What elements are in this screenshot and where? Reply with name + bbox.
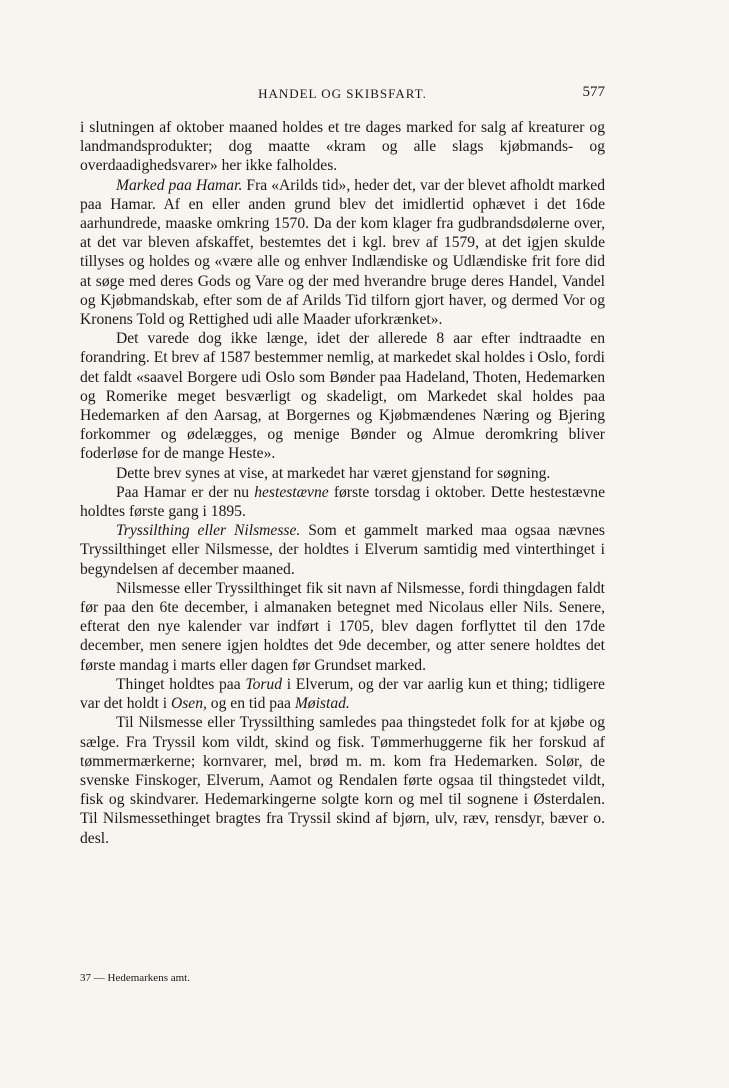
running-header	[80, 80, 605, 104]
paragraph	[80, 521, 605, 579]
printer-signature: 37 — Hedemarkens amt.	[80, 972, 190, 984]
italic-run: hestestævne	[254, 483, 329, 501]
italic-run: Osen,	[170, 695, 207, 713]
text-run: Fra «Arilds tid», heder det, var der blevet afholdt marked paa Hamar. Af en eller anden grund blev det imidlertid ophævet i det 16de aarhundrede, maaske omkring 1570. Da der kom klager fra gudbrandsdølerne over, at det var bleven afskaffet, bestemtes det i kgl. brev af 1579, at det igjen skulde tillyses og holdes og «være alle og enhver Indlændiske og Udlændiske frit fore did at søge med deres Gods og Vare og der med hverandre bruge deres Handel, Vandel og Kjøbmandskab, efter som de af Arilds Tid tilforn gjort haver, og dermed Vor og Kronens Told og Rettighed udi alle Maader uforkrænket».	[80, 176, 605, 329]
paragraph	[80, 579, 605, 675]
paragraph	[80, 675, 605, 713]
paragraph	[80, 329, 605, 463]
paragraph	[80, 176, 605, 330]
text-run: i Elverum, og der var aarlig kun et thing; tidligere var det holdt i	[80, 675, 605, 713]
page-number: 577	[582, 84, 605, 100]
text-run: i slutningen af oktober maaned holdes et tre dages marked for salg af kreaturer og landmandsprodukter; dog maatte «kram og alle slags kjøbmands- og overdaadighedsvarer» her ikke falholdes.	[80, 119, 605, 175]
body-text	[80, 118, 605, 848]
text-run: første torsdag i oktober. Dette hestestævne holdtes første gang i 1895.	[80, 483, 605, 521]
paragraph	[80, 118, 605, 176]
text-run: Thinget holdtes paa	[116, 675, 246, 693]
text-run: og en tid paa	[206, 695, 295, 713]
text-run: Til Nilsmesse eller Tryssilthing samledes paa thingstedet folk for at kjøbe og sælge. Fra Tryssil kom vildt, skind og fisk. Tømmerhuggerne fik her forskud af tømmermærkerne; kornvarer, mel, brød m. m. kom fra Hedemarken. Solør, de svenske Finskoger, Elverum, Aamot og Rendalen førte ogsaa til thingstedet vildt, fisk og skindvarer. Hedemarkingerne solgte korn og mel til sognene i Østerdalen. Til Nilsmessethinget bragtes fra Tryssil skind af bjørn, ulv, ræv, rensdyr, bæver o. desl.	[80, 714, 605, 847]
paragraph	[80, 464, 605, 483]
text-run: Det varede dog ikke længe, idet der allerede 8 aar efter indtraadte en forandring. Et brev af 1587 bestemmer nemlig, at markedet skal holdes i Oslo, fordi det faldt «saavel Borgere udi Oslo som Bønder paa Hadeland, Thoten, Hedemarken og Romerike meget besværligt og skadeligt, om Markedet skal holdes paa Hedemarken af den Aarsag, at Borgernes og Kjøbmændenes Næring og Bjering forkommer og ødelægges, og menige Bønder og Almue deromkring bliver foderløse for de mange Heste».	[80, 330, 605, 463]
text-run: Dette brev synes at vise, at markedet har været gjenstand for søgning.	[116, 464, 551, 482]
text-run: Nilsmesse eller Tryssilthinget fik sit navn af Nilsmesse, fordi thingdagen faldt før paa den 6te december, i almanaken betegnet med Nicolaus eller Nils. Senere, efterat den nye kalender var indført i 1705, blev dagen forflyttet til den 17de december, men senere igjen holdtes det 9de december, og atter senere holdtes det første mandag i marts eller dagen før Grundset marked.	[80, 579, 605, 674]
italic-run: Marked paa Hamar.	[116, 176, 243, 194]
italic-run: Tryssilthing eller Nilsmesse.	[116, 522, 301, 540]
paragraph	[80, 713, 605, 847]
text-run: Paa Hamar er der nu	[116, 483, 255, 501]
italic-run: Møistad.	[294, 695, 350, 713]
text-run: Som et gammelt marked maa ogsaa nævnes Tryssilthinget eller Nilsmesse, der holdtes i Elverum samtidig med vinterthinget i begyndelsen af december maaned.	[80, 522, 605, 578]
paragraph	[80, 483, 605, 521]
italic-run: Torud	[245, 675, 283, 693]
running-title: HANDEL OG SKIBSFART.	[258, 86, 427, 101]
